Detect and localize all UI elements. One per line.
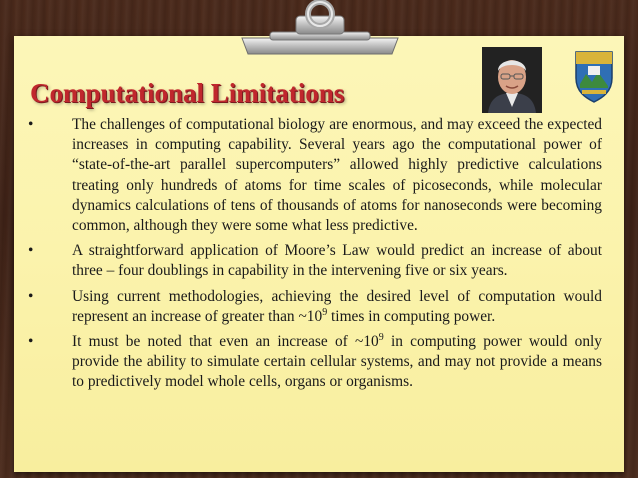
bullet-text: The challenges of computational biology are enormous, and may exceed the expected increases in computing capability. Several years ago the computational power of “state-of-the-art parallel supercomputers” allowed highly predictive calculations treating only hundreds of atoms for time scales of picoseconds, while molecular dynamics calculations of tens of thousands of atoms for nanoseconds were becoming common, although they were some what less predictive. (72, 116, 602, 235)
exponent: 9 (378, 331, 384, 343)
bullet-text (72, 333, 602, 390)
bullet-dot: • (28, 333, 34, 351)
portrait-photo (482, 47, 542, 113)
bullet-list (28, 115, 602, 398)
university-crest-icon (572, 48, 616, 104)
bullet-text: A straightforward application of Moore’s Law would predict an increase of about three – four doublings in capability in the intervening five or six years. (72, 242, 602, 280)
bullet-text-after: times in computing power. (327, 307, 496, 325)
bullet-text-after: in computing power would only provide the ability to simulate certain cellular systems, and may not provide a means to predictively model whole cells, organs or organisms. (72, 333, 602, 391)
exponent: 9 (322, 306, 328, 318)
bullet-dot: • (28, 116, 34, 133)
bullet-item (28, 332, 602, 393)
bullet-text-before: It must be noted that even an increase of ~10 (72, 333, 379, 351)
binder-clip-icon (232, 0, 408, 56)
bullet-dot: • (28, 242, 34, 260)
bullet-item (28, 287, 602, 327)
slide-title: Computational Limitations (30, 78, 345, 108)
bullet-item (28, 241, 602, 281)
bullet-text-before: Using current methodologies, achieving the desired level of computation would represent an increase of greater than ~10 (72, 287, 602, 325)
bullet-item (28, 115, 602, 236)
bullet-text (72, 288, 602, 325)
bullet-dot: • (28, 287, 34, 305)
